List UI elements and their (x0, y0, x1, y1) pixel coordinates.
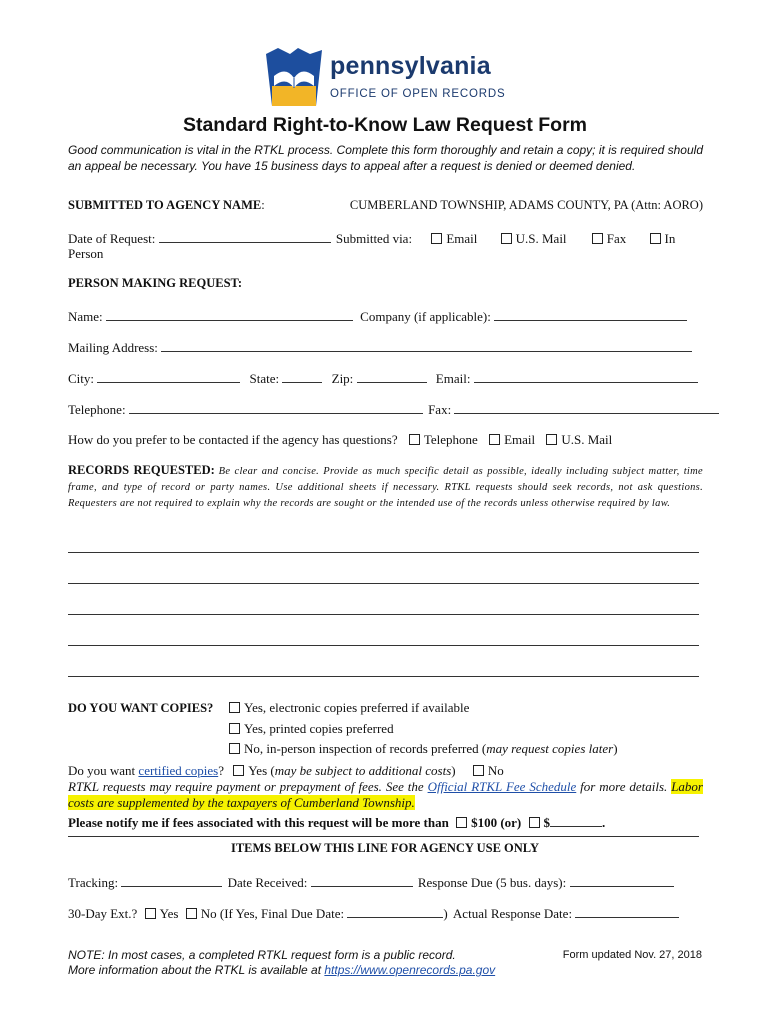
contact-email-label: Email (504, 432, 536, 447)
ext-label: 30-Day Ext.? (68, 906, 138, 921)
ext-no-label: No (If Yes, Final Due Date: (200, 906, 345, 921)
contact-question: How do you prefer to be contacted if the agency has questions? (68, 432, 398, 447)
keystone-book-icon (264, 46, 324, 108)
zip-label: Zip: (331, 371, 354, 386)
via-mail-label: U.S. Mail (515, 231, 567, 246)
checkbox-certified-yes[interactable] (233, 765, 244, 776)
copies-row-1 (68, 700, 703, 716)
via-person-label: Person (68, 246, 104, 261)
notify-amount-field[interactable] (550, 814, 602, 827)
fees-text (68, 779, 703, 811)
date-row (68, 230, 703, 247)
notify-100-label: $100 (or) (471, 815, 522, 830)
logo (264, 46, 514, 110)
response-due-field[interactable] (570, 874, 674, 887)
checkbox-ext-yes[interactable] (145, 908, 156, 919)
checkbox-ext-no[interactable] (186, 908, 197, 919)
notify-text: Please notify me if fees associated with this request will be more than (68, 815, 449, 830)
certified-yes-label: Yes ( (248, 763, 275, 778)
submitted-label: SUBMITTED TO AGENCY NAME (68, 198, 262, 212)
state-label: State: (249, 371, 280, 386)
name-row (68, 308, 703, 325)
checkbox-in-person[interactable] (650, 233, 661, 244)
contact-tel-label: Telephone (423, 432, 478, 447)
agency-name: CUMBERLAND TOWNSHIP, ADAMS COUNTY, PA (Attn: AORO) (349, 198, 703, 212)
copies-inspection-close: ) (613, 741, 618, 756)
date-label: Date of Request: (68, 231, 156, 246)
city-field[interactable] (97, 370, 240, 383)
records-line-1[interactable] (68, 552, 699, 553)
actual-response-field[interactable] (575, 905, 679, 918)
contact-mail-label: U.S. Mail (561, 432, 613, 447)
notify-other-label: $ (543, 815, 550, 830)
via-email-label: Email (446, 231, 478, 246)
checkbox-notify-100[interactable] (456, 817, 467, 828)
fax-field[interactable] (454, 401, 719, 414)
ext-yes-label: Yes (159, 906, 179, 921)
name-label: Name: (68, 309, 103, 324)
form-title: Standard Right-to-Know Law Request Form (182, 114, 588, 136)
certified-pre: Do you want (68, 763, 139, 778)
openrecords-link[interactable]: https://www.openrecords.pa.gov (324, 963, 496, 977)
via-in-label: In (664, 231, 676, 246)
zip-field[interactable] (357, 370, 427, 383)
tracking-field[interactable] (121, 874, 222, 887)
tracking-label: Tracking: (68, 875, 119, 890)
checkbox-copies-printed[interactable] (229, 723, 240, 734)
telephone-field[interactable] (129, 401, 423, 414)
copies-electronic-label: Yes, electronic copies preferred if available (244, 700, 470, 715)
submitted-colon: : (261, 198, 265, 212)
checkbox-email[interactable] (431, 233, 442, 244)
city-label: City: (68, 371, 95, 386)
email-field[interactable] (474, 370, 698, 383)
telephone-row (68, 401, 703, 418)
footer-more (68, 963, 495, 977)
company-label: Company (if applicable): (360, 309, 491, 324)
logo-office: OFFICE OF OPEN RECORDS (330, 88, 506, 100)
records-line-3[interactable] (68, 614, 699, 615)
certified-q: ? (218, 763, 224, 778)
records-instructions: Be clear and concise. Provide as much specific detail as possible, ideally including subject matter, time frame, and type of record or party names. Use additional sheets if necessary. RTKL requests should seek records, not ask questions. Requesters are not required to explain why the records are sought or the intended use of the records unless otherwise required by law. (68, 466, 703, 509)
extension-row (68, 905, 703, 922)
mailing-label: Mailing Address: (68, 340, 158, 355)
checkbox-notify-other[interactable] (529, 817, 540, 828)
via-label: Submitted via: (335, 231, 413, 246)
certified-row (68, 763, 703, 779)
checkbox-certified-no[interactable] (473, 765, 484, 776)
logo-brand: pennsylvania (330, 52, 491, 80)
records-line-2[interactable] (68, 583, 699, 584)
final-due-field[interactable] (347, 905, 443, 918)
person-heading: PERSON MAKING REQUEST: (68, 276, 243, 290)
records-block (68, 462, 703, 512)
fees-text-1: RTKL requests may require payment or prepayment of fees. See the (68, 779, 428, 794)
checkbox-fax[interactable] (592, 233, 603, 244)
city-row (68, 370, 703, 387)
agency-heading: ITEMS BELOW THIS LINE FOR AGENCY USE ONLY (230, 841, 540, 855)
company-field[interactable] (494, 308, 687, 321)
mailing-row (68, 339, 703, 356)
checkbox-us-mail[interactable] (501, 233, 512, 244)
contact-row (68, 432, 703, 448)
records-line-5[interactable] (68, 676, 699, 677)
date-field[interactable] (159, 230, 331, 243)
fees-highlight: Labor costs are supplemented by the taxpayers of Cumberland Township. (68, 779, 703, 810)
agency-divider (68, 836, 699, 837)
certified-yes-close: ) (451, 763, 456, 778)
checkbox-copies-inspection[interactable] (229, 743, 240, 754)
tracking-row (68, 874, 703, 891)
certified-yes-note: may be subject to additional costs (274, 763, 452, 778)
checkbox-contact-telephone[interactable] (409, 434, 420, 445)
fees-text-2: for more details. (576, 779, 672, 794)
notify-end: . (602, 815, 606, 830)
fax-label: Fax: (428, 402, 452, 417)
records-line-4[interactable] (68, 645, 699, 646)
records-label: RECORDS REQUESTED: (68, 463, 215, 477)
submitted-row (68, 198, 703, 213)
state-field[interactable] (282, 370, 322, 383)
received-field[interactable] (311, 874, 413, 887)
checkbox-copies-electronic[interactable] (229, 702, 240, 713)
response-due-label: Response Due (5 bus. days): (417, 875, 567, 890)
telephone-label: Telephone: (68, 402, 126, 417)
copies-inspection-note: may request copies later (486, 741, 614, 756)
form-updated: Form updated Nov. 27, 2018 (562, 949, 702, 961)
via-fax-label: Fax (606, 231, 627, 246)
checkbox-contact-mail[interactable] (546, 434, 557, 445)
copies-inspection-label: No, in-person inspection of records preferred ( (244, 741, 487, 756)
actual-response-label: Actual Response Date: (452, 906, 573, 921)
footer-note: NOTE: In most cases, a completed RTKL request form is a public record. (68, 948, 456, 962)
notify-row (68, 814, 703, 831)
checkbox-contact-email[interactable] (489, 434, 500, 445)
copies-label: DO YOU WANT COPIES? (68, 701, 214, 715)
email-label: Email: (435, 371, 471, 386)
intro-text: Good communication is vital in the RTKL process. Complete this form thoroughly and retain a copy; it is required should an appeal be necessary. You have 15 business days to appeal after a request is denied or deemed denied. (68, 143, 703, 173)
ext-close: ) (443, 906, 448, 921)
footer-more-text: More information about the RTKL is available at (68, 963, 325, 977)
certified-no-label: No (487, 763, 504, 778)
certified-copies-link[interactable]: certified copies (138, 763, 219, 778)
copies-printed-label: Yes, printed copies preferred (244, 721, 394, 736)
fee-schedule-link[interactable]: Official RTKL Fee Schedule (427, 779, 577, 794)
name-field[interactable] (106, 308, 353, 321)
received-label: Date Received: (227, 875, 308, 890)
mailing-field[interactable] (161, 339, 692, 352)
